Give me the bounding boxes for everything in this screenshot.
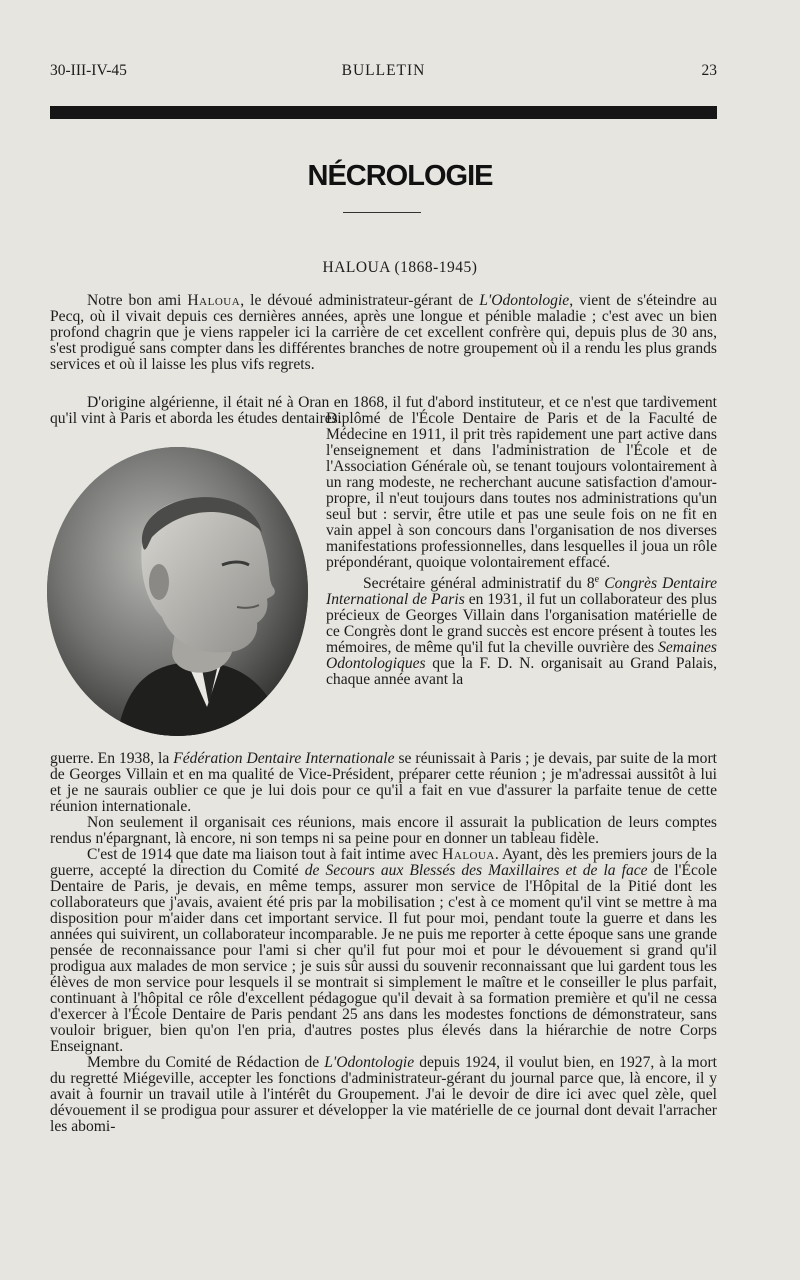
paragraph-6: Membre du Comité de Rédaction de L'Odontologie depuis 1924, il voulut bien, en 1927, à la mort du regretté Miégeville, accepter les fonctions d'administrateur-gérant du journal parce que, là encore, il y avait à fournir un travail utile à l'intérêt du Groupement. J'ai le devoir de dire ici avec quel zèle, quel dévouement il se prodigua pour assurer et développer la vie matérielle de ce journal dont devait l'arracher les abomi- [50,1054,717,1135]
running-header [50,62,717,84]
portrait-photo [47,447,308,736]
paragraph-2-column: Diplômé de l'École Dentaire de Paris et de la Faculté de Médecine en 1911, il prit très rapidement une part active dans l'enseignement et dans l'administration de l'École et de l'Association Générale où, se tenant toujours volontairement à un rang modeste, ne recherchant aucune satisfaction d'amour-propre, il n'eut toujours dans toutes nos administrations qu'un seul but : servir, être utile et pas une seule fois on ne fit en vain appel à son concours dans l'organisation de nos diverses manifestations professionnelles, dans lesquelles il joua un rôle prépondérant, quoique volontairement effacé. Secrétaire général administratif du 8e Congrès Dentaire International de Paris en 1931, il fut un collaborateur des plus précieux de Georges Villain dans l'organisation matérielle de ce Congrès dont le grand succès est encore présent à toutes les mémoires, de même qu'il fut la cheville ouvrière des Semaines Odontologiques que la F. D. N. organisait au Grand Palais, chaque année avant la [326,410,717,689]
paragraph-2-intro: D'origine algérienne, il était né à Oran en 1868, il fut d'abord instituteur, et ce n'est que tardivement qu'il vint à Paris et aborda les études dentaires. [50,394,717,427]
issue-date: 30-III-IV-45 [50,62,127,79]
paragraph-1: Notre bon ami Haloua, le dévoué administrateur-gérant de L'Odontologie, vient de s'éteindre au Pecq, où il vivait depuis ces dernières années, après une longue et pénible maladie ; c'est avec un bien profond chagrin que je viens rappeler ici la carrière de cet excellent confrère qui, depuis plus de 30 ans, s'est prodigué sans compter dans les différentes branches de notre groupement où il a rendu les plus grands services et où il laisse les plus vifs regrets. [50,292,717,373]
header-rule [50,106,717,119]
paragraph-3-continued: guerre. En 1938, la Fédération Dentaire Internationale se réunissait à Paris ; je devais, par suite de la mort de Georges Villain et en ma qualité de Vice-Président, préparer cette réunion ; je m'adressai aussitôt à lui et je ne saurais oublier ce que je lui dois pour ce qu'il a fait en vue d'assurer la parfaite tenue de cette réunion internationale. Non seulement il organisait ces réunions, mais encore il assurait la publication de leurs comptes rendus n'épargnant, là encore, ni son temps ni sa peine pour en donner un tableau fidèle. C'est de 1914 que date ma liaison tout à fait intime avec Haloua. Ayant, dès les premiers jours de la guerre, accepté la direction du Comité de Secours aux Blessés des Maxillaires et de la face de l'École Dentaire de Paris, je devais, en même temps, assurer mon service de l'Hôpital de la Pitié dont les collaborateurs que j'avais, avaient été pris par la mobilisation ; c'est à ce moment qu'il vint se mettre à ma disposition pour m'aider dans cet important service. Il fut pour moi, pendant toute la guerre et dans les années qui suivirent, un collaborateur incomparable. Je ne puis me reporter à cette époque sans une grande pensée de reconnaissance pour l'ami si cher qu'il fut pour moi et pour le dévouement si grand qu'il prodigua aux malades de mon service ; je suis sûr aussi du souvenir reconnaissant que lui gardent tous les élèves de mon service pour lesquels il se montrait si simplement le maître et le conseiller le plus parfait, continuant à l'hôpital ce rôle d'excellent pédagogue qu'il devait à sa formation première et qu'il ne cessa d'exercer à l'École Dentaire de Paris pendant 25 ans dans les modestes fonctions de démonstrateur, sans vouloir briguer, bien qu'on l'en pria, d'autres postes plus élevés dans la hiérarchie de notre Corps Enseignant. Membre du Comité de Rédaction de L'Odontologie depuis 1924, il voulut bien, en 1927, à la mort du regretté Miégeville, accepter les fonctions d'administrateur-gérant du journal parce que, là encore, il y avait à fournir un travail utile à l'intérêt du Groupement. J'ai le devoir de dire ici avec quel zèle, quel dévouement il se prodigua pour assurer et développer la vie matérielle de ce journal dont devait l'arracher les abomi- [50,750,717,1135]
person-name: Haloua [187,292,241,309]
section-title: NÉCROLOGIE [307,160,493,192]
paragraph-4: Non seulement il organisait ces réunions, mais encore il assurait la publication de leurs comptes rendus n'épargnant, là encore, ni son temps ni sa peine pour en donner un tableau fidèle. [50,814,717,847]
page-number: 23 [701,62,717,79]
obituary-subtitle: HALOUA (1868-1945) [322,259,478,276]
title-divider [343,212,421,213]
journal-name: BULLETIN [341,62,426,79]
paragraph-5: C'est de 1914 que date ma liaison tout à fait intime avec Haloua. Ayant, dès les premiers jours de la guerre, accepté la direction du Comité de Secours aux Blessés des Maxillaires et de la face de l'École Dentaire de Paris, je devais, en même temps, assurer mon service de l'Hôpital de la Pitié dont les collaborateurs que j'avais, avaient été pris par la mobilisation ; c'est à ce moment qu'il vint se mettre à ma disposition pour m'aider dans cet important service. Il fut pour moi, pendant toute la guerre et dans les années qui suivirent, un collaborateur incomparable. Je ne puis me reporter à cette époque sans une grande pensée de reconnaissance pour l'ami si cher qu'il fut pour moi et pour le dévouement si grand qu'il prodigua aux malades de mon service ; je suis sûr aussi du souvenir reconnaissant que lui gardent tous les élèves de mon service pour lesquels il se montrait si simplement le maître et le conseiller le plus parfait, continuant à l'hôpital ce rôle d'excellent pédagogue qu'il devait à sa formation première et qu'il ne cessa d'exercer à l'École Dentaire de Paris pendant 25 ans dans les modestes fonctions de démonstrateur, sans vouloir briguer, bien qu'on l'en pria, d'autres postes plus élevés dans la hiérarchie de notre Corps Enseignant. [50,846,717,1055]
journal-title: L'Odontologie [479,292,570,309]
